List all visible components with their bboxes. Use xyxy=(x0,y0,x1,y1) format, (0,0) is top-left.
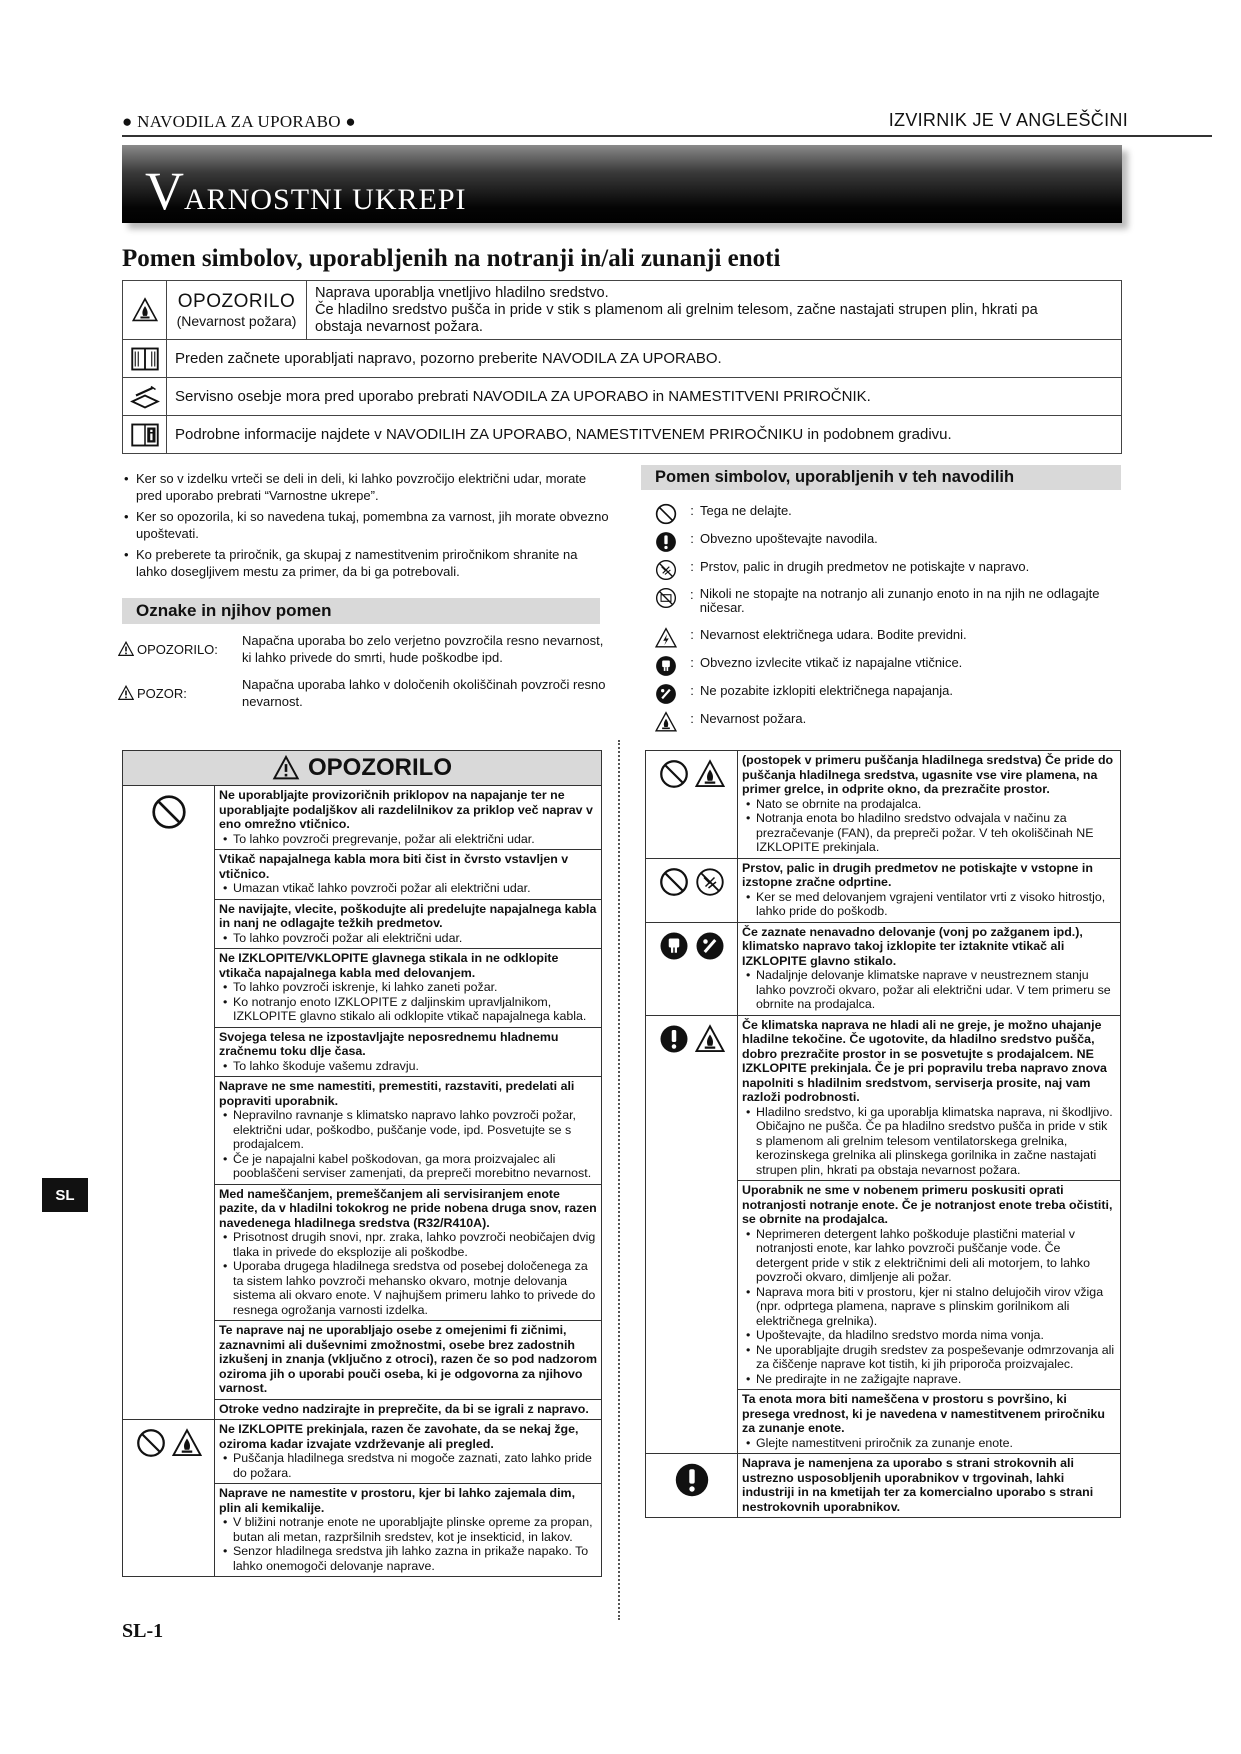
list-item: • Ko preberete ta priročnik, ga skupaj z namestitvenim priročnikom shranite na lahko dosegljivem mestu za primer, da bi ga potrebovali. xyxy=(122,546,612,580)
list-item: : Obvezno upoštevajte navodila. xyxy=(648,531,1128,559)
warning-group xyxy=(123,1419,601,1576)
warning-item xyxy=(738,751,1120,858)
warning-item-detail: • Uporaba drugega hladilnega sredstva od posebej določenega za ta sistem lahko povzroči mehansko okvaro, motnje delovanja sistema ali okvaro enote. V najhujšem primeru lahko to privede do resnega ogrožanja varnosti izdelka. xyxy=(219,1259,597,1317)
fire-hazard-icon xyxy=(648,711,684,733)
warning-group xyxy=(646,1015,1120,1454)
warning-group xyxy=(123,785,601,1419)
warning-item xyxy=(215,1320,601,1399)
marks-list xyxy=(118,632,608,710)
warning-item-detail: • To lahko povzroči iskrenje, ki lahko zaneti požar. xyxy=(219,980,597,995)
warning-item xyxy=(215,1420,601,1483)
symbol-row-info xyxy=(123,415,1121,453)
warning-item-title: Ne uporabljajte provizoričnih priklopov na napajanje ter ne uporabljajte podaljškov ali razdelilnikov za priklop več naprav v eno omrežno vtičnico. xyxy=(219,788,593,831)
symbol-table xyxy=(122,280,1122,454)
warning-sublabel: (Nevarnost požara) xyxy=(176,313,297,329)
warning-item-detail: • Puščanja hladilnega sredstva ni mogoče zaznati, zato lahko pride do požara. xyxy=(219,1451,597,1480)
warning-item xyxy=(738,923,1120,1015)
prohibition-icon xyxy=(659,867,689,897)
warning-item-detail: • Nepravilno ravnanje s klimatsko napravo lahko povzroči požar, električni udar, poškodbo, puščanje vode, ipd. Posvetujte se s prodajalcem. xyxy=(219,1108,597,1152)
warning-item-detail: • Nato se obrnite na prodajalca. xyxy=(742,797,1116,812)
marks-text: Napačna uporaba lahko v določenih okoliščinah povzroči resno nevarnost. xyxy=(242,677,606,709)
warning-item xyxy=(215,1027,601,1077)
list-item xyxy=(118,676,608,710)
mandatory-icon xyxy=(659,1024,689,1054)
list-item: : Nikoli ne stopajte na notranjo ali zunanjo enoto in na njih ne odlagajte ničesar. xyxy=(648,587,1128,627)
warning-triangle-icon xyxy=(272,755,300,781)
warning-item xyxy=(215,1399,601,1420)
warning-item-title: Svojega telesa ne izpostavljajte neposrednemu hladnemu zračnemu toku dlje časa. xyxy=(219,1029,559,1058)
unplug-icon xyxy=(648,655,684,677)
warning-item-title: Uporabnik ne sme v nobenem primeru poskusiti oprati notranjosti notranje enote. Če je notranjost enote treba očistiti, se obrnite na prodajalca. xyxy=(742,1183,1113,1226)
book-icon xyxy=(123,340,167,377)
warning-item-detail: • V bližini notranje enote ne uporabljajte plinske opreme za propan, butan ali metan, razpršilnih sredstev, kot je insekticid, in lakov. xyxy=(219,1515,597,1544)
warning-item-title: Ne IZKLOPITE prekinjala, razen če zavohate, da se nekaj žge, oziroma kadar izvajate vzdrževanje ali pregled. xyxy=(219,1422,579,1451)
marks-label: POZOR: xyxy=(118,676,242,710)
info-icon xyxy=(123,416,167,453)
warning-group xyxy=(646,1453,1120,1517)
warning-group-icons xyxy=(646,1454,738,1517)
warning-item-title: Vtikač napajalnega kabla mora biti čist in čvrsto vstavljen v vtičnico. xyxy=(219,852,569,881)
warning-group-icons xyxy=(123,786,215,1419)
warning-item-detail: • Senzor hladilnega sredstva jih lahko zazna in prikaže napako. To lahko onemogoči delovanje naprave. xyxy=(219,1544,597,1573)
warning-table-title: OPOZORILO xyxy=(123,751,601,785)
warning-item-detail: • Neprimeren detergent lahko poškoduje plastični material v notranjosti enote, kar lahko povzroči puščanje vode. Če detergent pride v stik z električnimi deli ali motorjem, to lahko povzroči okvaro, dimljenje ali požar. xyxy=(742,1227,1116,1285)
warning-item-detail: • Nadaljnje delovanje klimatske naprave v neustreznem stanju lahko povzroči okvaro, požar ali električni udar. V tem primeru se obrnite na prodajalca. xyxy=(742,968,1116,1012)
warning-group-icons xyxy=(646,1016,738,1454)
fire-hazard-icon xyxy=(695,759,725,789)
no-fingers-icon xyxy=(695,867,725,897)
warning-item-detail: • Če je napajalni kabel poškodovan, ga mora proizvajalec ali pooblaščeni serviser zamenjati, da prepreči morebitno nevarnost. xyxy=(219,1152,597,1181)
warning-item xyxy=(215,1483,601,1576)
warning-item-detail: • Ker se med delovanjem vgrajeni ventilator vrti z visoko hitrostjo, lahko pride do poškodb. xyxy=(742,890,1116,919)
fire-hazard-icon xyxy=(172,1428,202,1458)
warning-description: Naprava uporablja vnetljivo hladilno sredstvo. Če hladilno sredstvo pušča in pride v stik s plamenom ali grelnim telesom, začne nastajati strupen plin, hkrati pa obstaja nevarnost požara. xyxy=(315,284,1038,335)
power-off-icon xyxy=(648,683,684,705)
warning-item xyxy=(215,1184,601,1321)
warning-item xyxy=(738,859,1120,922)
marks-text: Napačna uporaba bo zelo verjetno povzročila resno nevarnost, ki lahko privede do smrti, hude poškodbe ipd. xyxy=(242,633,604,665)
mandatory-icon xyxy=(674,1462,710,1498)
warning-item-detail: • Naprava mora biti v prostoru, kjer ni stalno delujočih virov vžiga (npr. odprtega plamena, naprave s plinskim gorilnikom ali električnega grelnika). xyxy=(742,1285,1116,1329)
warning-group xyxy=(646,751,1120,858)
warning-item-title: Med nameščanjem, premeščanjem ali servisiranjem enote pazite, da v hladilni tokokrog ne pride nobena druga snov, razen navedenega hladilnega sredstva (R32/R410A). xyxy=(219,1186,597,1230)
warning-group-icons xyxy=(646,859,738,922)
manual-header-left: ● NAVODILA ZA UPORABO ● xyxy=(122,112,356,131)
warning-item-detail: • Prisotnost drugih snovi, npr. zraka, lahko povzroči neobičajen dvig tlaka in privede do eksplozije ali poškodbe. xyxy=(219,1230,597,1259)
service-manual-icon xyxy=(123,378,167,415)
column-divider xyxy=(618,740,620,1620)
warning-item-title: Ne navijajte, vlecite, poškodujte ali predelujte napajalnega kabla in nanj ne odlagajte težkih predmetov. xyxy=(219,901,597,930)
warning-item-title: Naprave ne sme namestiti, premestiti, razstaviti, predelati ali popraviti uporabnik. xyxy=(219,1079,575,1108)
warning-group-icons xyxy=(646,751,738,858)
list-item xyxy=(118,632,608,666)
header-rule xyxy=(122,135,1212,137)
list-item: • Ker so v izdelku vrteči se deli in deli, ki lahko povzročijo električni udar, morate pred uporabo prebrati “Varnostne ukrepe”. xyxy=(122,470,612,504)
electric-shock-icon xyxy=(648,627,684,649)
warning-group xyxy=(646,858,1120,922)
warning-item-detail: • Upoštevajte, da hladilno sredstvo morda nima vonja. xyxy=(742,1328,1116,1343)
warning-item xyxy=(738,1454,1120,1517)
warning-group xyxy=(646,922,1120,1015)
warning-item xyxy=(738,1180,1120,1389)
warning-item-title: Te naprave naj ne uporabljajo osebe z omejenimi fi zičnimi, zaznavnimi ali duševnimi zmožnostmi, osebe brez zadostnih izkušenj in znanja (vključno z otroci), razen če so pod nadzorom oziroma jih o uporabi pouči oseba, ki je odgovorna za njihovo varnost. xyxy=(219,1323,597,1395)
warning-item-detail: • To lahko povzroči pregrevanje, požar ali električni udar. xyxy=(219,832,597,847)
warning-item-detail: • Ne uporabljajte drugih sredstev za pospeševanje odmrzovanja ali za čiščenje naprave kot tistih, ki jih priporoča proizvajalec. xyxy=(742,1343,1116,1372)
symbol-row-text: Preden začnete uporabljati napravo, pozorno preberite NAVODILA ZA UPORABO. xyxy=(175,349,722,367)
list-item: : Ne pozabite izklopiti električnega napajanja. xyxy=(648,683,1128,711)
language-tab: SL xyxy=(42,1178,88,1212)
unplug-icon xyxy=(659,931,689,961)
list-item: : Prstov, palic in drugih predmetov ne potiskajte v napravo. xyxy=(648,559,1128,587)
warning-item xyxy=(738,1389,1120,1453)
warning-item-detail: • To lahko škoduje vašemu zdravju. xyxy=(219,1059,597,1074)
section-title: Pomen simbolov, uporabljenih na notranji in/ali zunanji enoti xyxy=(122,245,781,272)
warning-item-detail: • To lahko povzroči požar ali električni udar. xyxy=(219,931,597,946)
warning-item xyxy=(215,948,601,1027)
warning-item-detail: • Hladilno sredstvo, ki ga uporablja klimatska naprava, ni škodljivo. Običajno ne pušča. Če pa hladilno sredstvo pušča in pride v stik s plamenom ali grelnim telesom ventilatorskega grelnika, kerozinskega grelnika ali plinskega gorilnika in začne nastajati strupen plin, hkrati pa obstaja nevarnost požara. xyxy=(742,1105,1116,1178)
prohibition-icon xyxy=(659,759,689,789)
warning-item-detail: • Glejte namestitveni priročnik za zunanje enote. xyxy=(742,1436,1116,1451)
warning-item-title: Ta enota mora biti nameščena v prostoru s površino, ki presega vrednost, ki je navedena v namestitvenem priročniku za zunanje enote. xyxy=(742,1392,1105,1435)
warning-item-title: Naprave ne namestite v prostoru, kjer bi lahko zajemala dim, plin ali kemikalije. xyxy=(219,1486,576,1515)
warning-item-detail: • Umazan vtikač lahko povzroči požar ali električni udar. xyxy=(219,881,597,896)
warning-item-title: Če zaznate nenavadno delovanje (vonj po zažganem ipd.), klimatsko napravo takoj izklopite ter iztaknite vtikač ali IZKLOPITE glavno stikalo. xyxy=(742,924,1083,968)
warning-item-title: Otroke vedno nadzirajte in preprečite, da bi se igrali z napravo. xyxy=(219,1401,589,1416)
prohibition-icon xyxy=(136,1428,166,1458)
mandatory-icon xyxy=(648,531,684,553)
no-fingers-icon xyxy=(648,559,684,581)
warning-item-title: (postopek v primeru puščanja hladilnega sredstva) Če pride do puščanja hladilnega sredstva, ugasnite vse vire plamena, na primer grelce, in odprite okno, da prezračite prostor. xyxy=(742,753,1114,796)
list-item: : Tega ne delajte. xyxy=(648,503,1128,531)
warning-item xyxy=(215,849,601,899)
manual-symbols-heading: Pomen simbolov, uporabljenih v teh navodilih xyxy=(641,465,1121,490)
symbol-row-read-manual xyxy=(123,339,1121,377)
warning-item-title: Naprava je namenjena za uporabo s strani strokovnih ali ustrezno usposobljenih uporabnikov v trgovinah, lahki industriji in na kmetijah ter za komercialno uporabo s strani nestrokovnih uporabnikov. xyxy=(742,1456,1094,1514)
warning-group-icons xyxy=(123,1420,215,1576)
warning-triangle-icon xyxy=(118,641,134,657)
marks-heading: Oznake in njihov pomen xyxy=(122,598,600,624)
symbol-row-text: Podrobne informacije najdete v NAVODILIH ZA UPORABO, NAMESTITVENEM PRIROČNIKU in podobnem gradivu. xyxy=(175,425,952,443)
prohibition-icon xyxy=(151,794,187,830)
warning-item-title: Če klimatska naprava ne hladi ali ne greje, je možno uhajanje hladilne tekočine. Če ugotovite, da hladilno sredstvo pušča, dobro prezračite prostor in se posvetujte s prodajalcem. NE IZKLOPITE prekinjala. Če je pri popravilu treba napravo znova napolniti s hladilnim sredstvom, serviserja prosite, naj vam razloži podrobnosti. xyxy=(742,1017,1107,1104)
manual-symbols-list xyxy=(648,503,1128,739)
warning-label-cell xyxy=(167,281,307,339)
warning-table-left xyxy=(122,750,602,1577)
symbol-row-service xyxy=(123,377,1121,415)
warning-item xyxy=(215,786,601,849)
marks-label: OPOZORILO: xyxy=(118,632,242,666)
warning-item xyxy=(215,899,601,949)
warning-table-right xyxy=(645,750,1121,1518)
fire-hazard-icon xyxy=(123,281,167,339)
warning-item-detail: • Ne predirajte in ne zažigajte naprave. xyxy=(742,1372,1116,1387)
manual-header-right: IZVIRNIK JE V ANGLEŠČINI xyxy=(888,110,1128,130)
prohibition-icon xyxy=(648,503,684,525)
warning-triangle-icon xyxy=(118,685,134,701)
list-item: : Nevarnost požara. xyxy=(648,711,1128,739)
power-off-icon xyxy=(695,931,725,961)
symbol-row-warning xyxy=(123,281,1121,339)
warning-item xyxy=(738,1016,1120,1181)
list-item: : Nevarnost električnega udara. Bodite previdni. xyxy=(648,627,1128,655)
page-number: SL-1 xyxy=(122,1620,164,1642)
no-step-icon xyxy=(648,587,684,609)
symbol-row-text: Servisno osebje mora pred uporabo prebrati NAVODILA ZA UPORABO in NAMESTITVENI PRIROČNIK. xyxy=(175,387,871,405)
fire-hazard-icon xyxy=(695,1024,725,1054)
warning-item xyxy=(215,1076,601,1184)
intro-bullets xyxy=(122,470,612,584)
warning-group-icons xyxy=(646,923,738,1015)
page-title: VARNOSTNI UKREPI xyxy=(145,161,467,221)
warning-item-detail: • Notranja enota bo hladilno sredstvo odvajala v načinu za prezračevanje (FAN), da prepreči požar. V teh okoliščinah NE IZKLOPITE prekinjala. xyxy=(742,811,1116,855)
warning-item-detail: • Ko notranjo enoto IZKLOPITE z daljinskim upravljalnikom, IZKLOPITE glavno stikalo ali odklopite vtikač napajalnega kabla. xyxy=(219,995,597,1024)
warning-label: OPOZORILO xyxy=(177,291,296,312)
list-item: • Ker so opozorila, ki so navedena tukaj, pomembna za varnost, jih morate obvezno upoštevati. xyxy=(122,508,612,542)
warning-item-title: Ne IZKLOPITE/VKLOPITE glavnega stikala in ne odklopite vtikača napajalnega kabla med delovanjem. xyxy=(219,951,559,980)
warning-item-title: Prstov, palic in drugih predmetov ne potiskajte v vstopne in izstopne zračne odprtine. xyxy=(742,860,1093,889)
list-item: : Obvezno izvlecite vtikač iz napajalne vtičnice. xyxy=(648,655,1128,683)
